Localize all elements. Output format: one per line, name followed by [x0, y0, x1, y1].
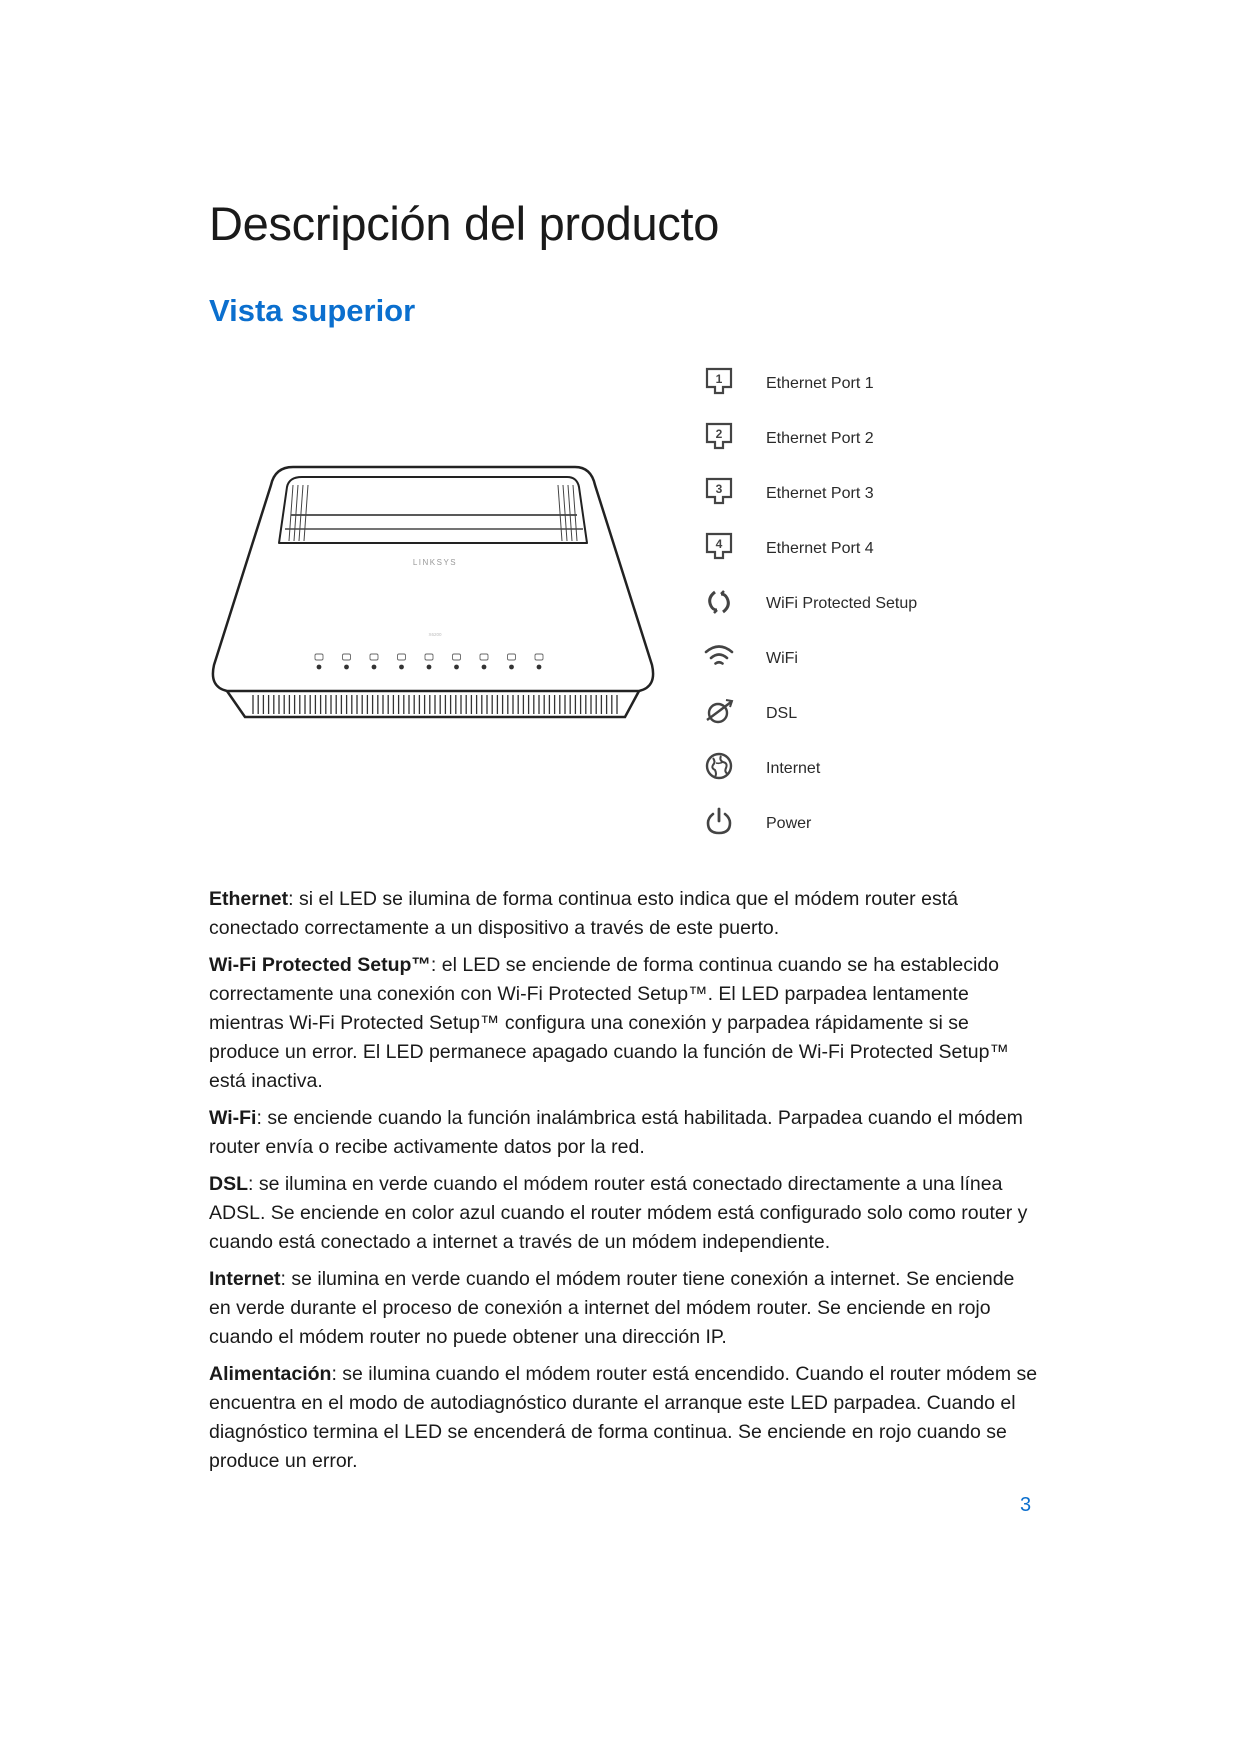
description-term: Wi-Fi Protected Setup™: [209, 954, 431, 976]
legend-item-power: [704, 806, 1044, 846]
legend-label: WiFi: [766, 650, 798, 667]
router-led-power: [535, 654, 543, 669]
ethernet-port-2-icon: [704, 421, 734, 453]
legend-label: DSL: [766, 705, 798, 722]
router-brand-logo: LINKSYS: [412, 558, 458, 567]
legend-item-wifi: [704, 641, 1044, 681]
router-top-panel: [279, 477, 587, 543]
description-term: Internet: [209, 1268, 281, 1290]
router-led-ethernet-port-4: [398, 654, 406, 669]
legend-item-internet: [704, 751, 1044, 791]
description-text: : el LED se enciende de forma continua cuando se ha establecido correctamente una conexión con Wi-Fi Protected Setup™. El LED parpadea lentamente mientras Wi-Fi Protected Setup™ configura una conexión y parpadea rápidamente si se produce un error. El LED permanece apagado cuando la función de Wi-Fi Protected Setup™ está inactiva.: [209, 954, 1009, 1092]
legend-label: Ethernet Port 1: [766, 375, 874, 392]
description-text: : si el LED se ilumina de forma continua esto indica que el módem router está conectado correctamente a un dispositivo a través de este puerto.: [209, 888, 958, 939]
description-internet: [209, 1265, 1039, 1352]
description-text: : se enciende cuando la función inalámbrica está habilitada. Parpadea cuando el módem router envía o recibe activamente datos por la red.: [209, 1107, 1023, 1158]
dsl-icon: [704, 696, 734, 728]
description-text: : se ilumina en verde cuando el módem router tiene conexión a internet. Se enciende en verde durante el proceso de conexión a internet del módem router. Se enciende en rojo cuando el módem router no puede obtener una dirección IP.: [209, 1268, 1015, 1348]
ethernet-port-4-icon: [704, 531, 734, 563]
internet-icon: [704, 751, 734, 783]
legend-item-dsl: [704, 696, 1044, 736]
legend-item-ethernet-port-1: [704, 366, 1044, 406]
svg-text:4: 4: [715, 537, 723, 551]
description-wifi: [209, 1104, 1039, 1162]
router-led-wps: [425, 654, 433, 669]
wps-icon: [704, 586, 734, 618]
legend-label: Internet: [766, 760, 821, 777]
description-wps: [209, 951, 1039, 1096]
svg-text:3: 3: [715, 482, 723, 496]
description-power: [209, 1360, 1039, 1476]
ethernet-port-1-icon: [704, 366, 734, 398]
description-term: Ethernet: [209, 888, 289, 910]
description-term: DSL: [209, 1173, 248, 1195]
legend-item-wps: [704, 586, 1044, 626]
description-term: Wi-Fi: [209, 1107, 257, 1129]
legend-label: Ethernet Port 3: [766, 485, 874, 502]
description-text: : se ilumina en verde cuando el módem router está conectado directamente a una línea ADSL. Se enciende en color azul cuando el router módem está configurado solo como router y cuando está conectado a internet a través de un módem independiente.: [209, 1173, 1028, 1253]
description-dsl: [209, 1170, 1039, 1257]
description-text: : se ilumina cuando el módem router está encendido. Cuando el router módem se encuentra en el modo de autodiagnóstico durante el arranque este LED parpadea. Cuando el diagnóstico termina el LED se encenderá de forma continua. Se enciende en rojo cuando se produce un error.: [209, 1363, 1038, 1472]
description-term: Alimentación: [209, 1363, 332, 1385]
router-top-view-illustration: [205, 455, 665, 745]
router-led-dsl: [480, 654, 488, 669]
router-led-ethernet-port-3: [370, 654, 378, 669]
legend-label: WiFi Protected Setup: [766, 595, 918, 612]
legend-item-ethernet-port-4: [704, 531, 1044, 571]
router-led-internet: [508, 654, 516, 669]
ethernet-port-3-icon: [704, 476, 734, 508]
page-title: Descripción del producto: [209, 197, 720, 250]
router-led-ethernet-port-2: [343, 654, 351, 669]
legend-item-ethernet-port-3: [704, 476, 1044, 516]
router-led-wifi: [453, 654, 461, 669]
svg-text:1: 1: [715, 372, 723, 386]
power-icon: [704, 806, 734, 838]
page-number: 3: [1020, 1494, 1032, 1516]
led-descriptions: [209, 885, 1039, 1484]
legend-item-ethernet-port-2: [704, 421, 1044, 461]
legend-label: Ethernet Port 2: [766, 430, 874, 447]
router-model-label: X6200: [428, 632, 442, 637]
router-led-ethernet-port-1: [315, 654, 323, 669]
wifi-icon: [704, 641, 734, 673]
section-title: Vista superior: [209, 293, 416, 328]
legend-label: Ethernet Port 4: [766, 540, 874, 557]
legend-label: Power: [766, 815, 812, 832]
description-ethernet: [209, 885, 1039, 943]
svg-text:2: 2: [715, 427, 723, 441]
